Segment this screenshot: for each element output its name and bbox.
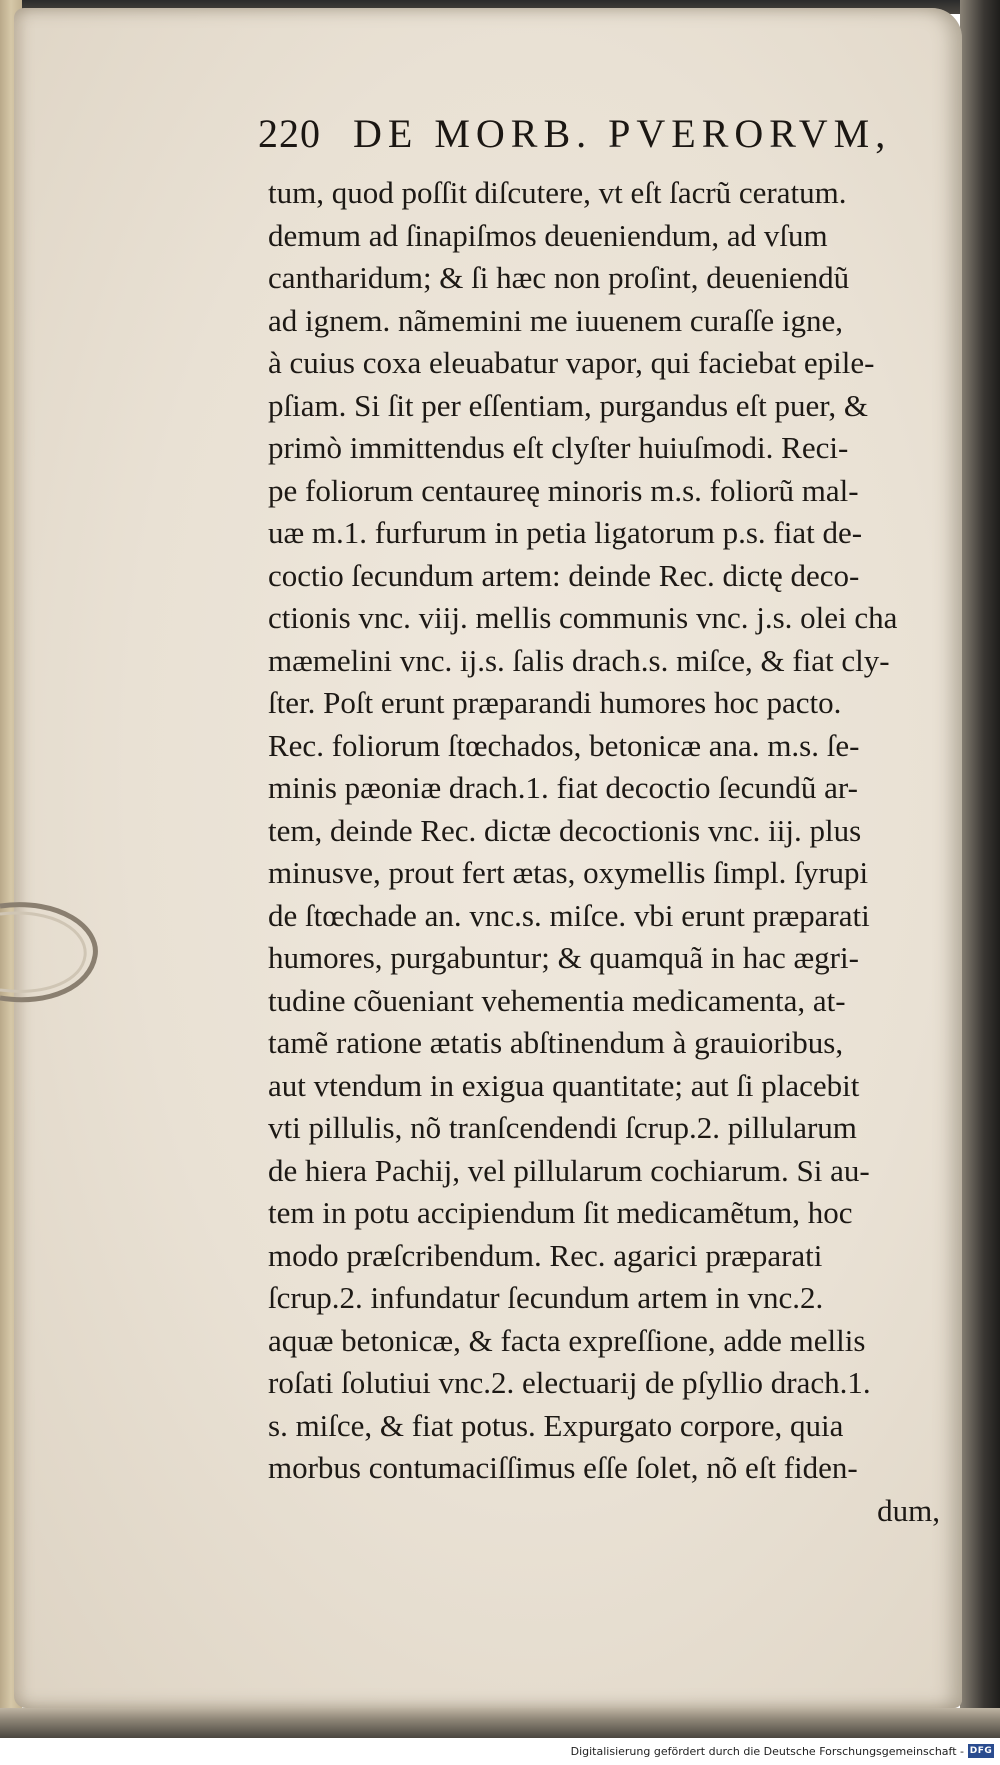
text-line: aquæ betonicæ, & facta expreſſione, adde mellis xyxy=(268,1322,866,1358)
text-line: uæ m.1. furfurum in petia ligatorum p.s. fiat de- xyxy=(268,515,863,550)
text-line: ſcrup.2. infundatur ſecundum artem in vnc.2. xyxy=(268,1280,824,1315)
text-line: demum ad ſinapiſmos deueniendum, ad vſum xyxy=(268,217,828,253)
running-head-title: DE MORB. PVERORVM, xyxy=(353,111,892,156)
text-line: modo præſcribendum. Rec. agarici præparati xyxy=(268,1237,823,1273)
text-line: pe foliorum centaureę minoris m.s. foliorũ mal- xyxy=(268,472,859,508)
text-line: tum, quod poſſit diſcutere, vt eſt ſacrũ ceratum. xyxy=(268,175,847,210)
text-line: ctionis vnc. viij. mellis communis vnc. j.s. olei cha xyxy=(268,600,898,635)
text-line: de hiera Pachij, vel pillularum cochiarum. Si au- xyxy=(268,1152,870,1188)
text-line: morbus contumaciſſimus eſſe ſolet, nõ eſt fiden- xyxy=(268,1450,858,1485)
text-line: Rec. foliorum ſtœchados, betonicæ ana. m.s. ſe- xyxy=(268,727,860,763)
text-line: primò immittendus eſt clyſter huiuſmodi. Reci- xyxy=(268,430,849,465)
text-line: roſati ſolutiui vnc.2. electuarij de pſyllio drach.1. xyxy=(268,1365,871,1400)
text-line: minusve, prout fert ætas, oxymellis ſimpl. ſyrupi xyxy=(268,855,869,890)
text-line: à cuius coxa eleuabatur vapor, qui faciebat epile- xyxy=(268,345,875,380)
clip-mark-icon xyxy=(0,898,100,1008)
text-line: ad ignem. nãmemini me iuuenem curaſſe igne, xyxy=(268,302,844,338)
text-line: de ſtœchade an. vnc.s. miſce. vbi erunt præparati xyxy=(268,897,870,933)
catchword: dum, xyxy=(877,1492,940,1528)
text-line: humores, purgabuntur; & quamquã in hac ægri- xyxy=(268,940,859,975)
text-line: mæmelini vnc. ij.s. ſalis drach.s. miſce, & fiat cly- xyxy=(268,642,890,678)
text-line: vti pillulis, nõ tranſcendendi ſcrup.2. pillularum xyxy=(268,1110,857,1145)
running-head xyxy=(258,110,938,170)
book-bottom-edge xyxy=(0,1708,1000,1738)
text-line: tudine cõueniant vehementia medicamenta, at- xyxy=(268,982,846,1018)
digitization-credit: Digitalisierung gefördert durch die Deutsche Forschungsgemeinschaft - xyxy=(570,1745,964,1758)
text-line: aut vtendum in exigua quantitate; aut ſi placebit xyxy=(268,1067,860,1103)
book-right-edge xyxy=(960,0,1000,1740)
text-line: cantharidum; & ſi hæc non proſint, deueniendũ xyxy=(268,260,850,295)
text-line: tem in potu accipiendum ſit medicamẽtum, hoc xyxy=(268,1195,853,1230)
text-line: pſiam. Si ſit per eſſentiam, purgandus eſt puer, & xyxy=(268,387,868,423)
text-line: tamẽ ratione ætatis abſtinendum à grauioribus, xyxy=(268,1025,844,1060)
text-line: ſter. Poſt erunt præparandi humores hoc pacto. xyxy=(268,685,842,720)
text-line: s. miſce, & fiat potus. Expurgato corpore, quia xyxy=(268,1407,844,1443)
text-line: tem, deinde Rec. dictæ decoctionis vnc. iij. plus xyxy=(268,812,862,848)
text-line: minis pæoniæ drach.1. fiat decoctio ſecundũ ar- xyxy=(268,770,858,805)
page-number: 220 xyxy=(258,111,321,156)
dfg-logo: DFG xyxy=(969,1746,993,1756)
text-line: coctio ſecundum artem: deinde Rec. dictę deco- xyxy=(268,557,860,593)
text-block xyxy=(268,172,948,1532)
